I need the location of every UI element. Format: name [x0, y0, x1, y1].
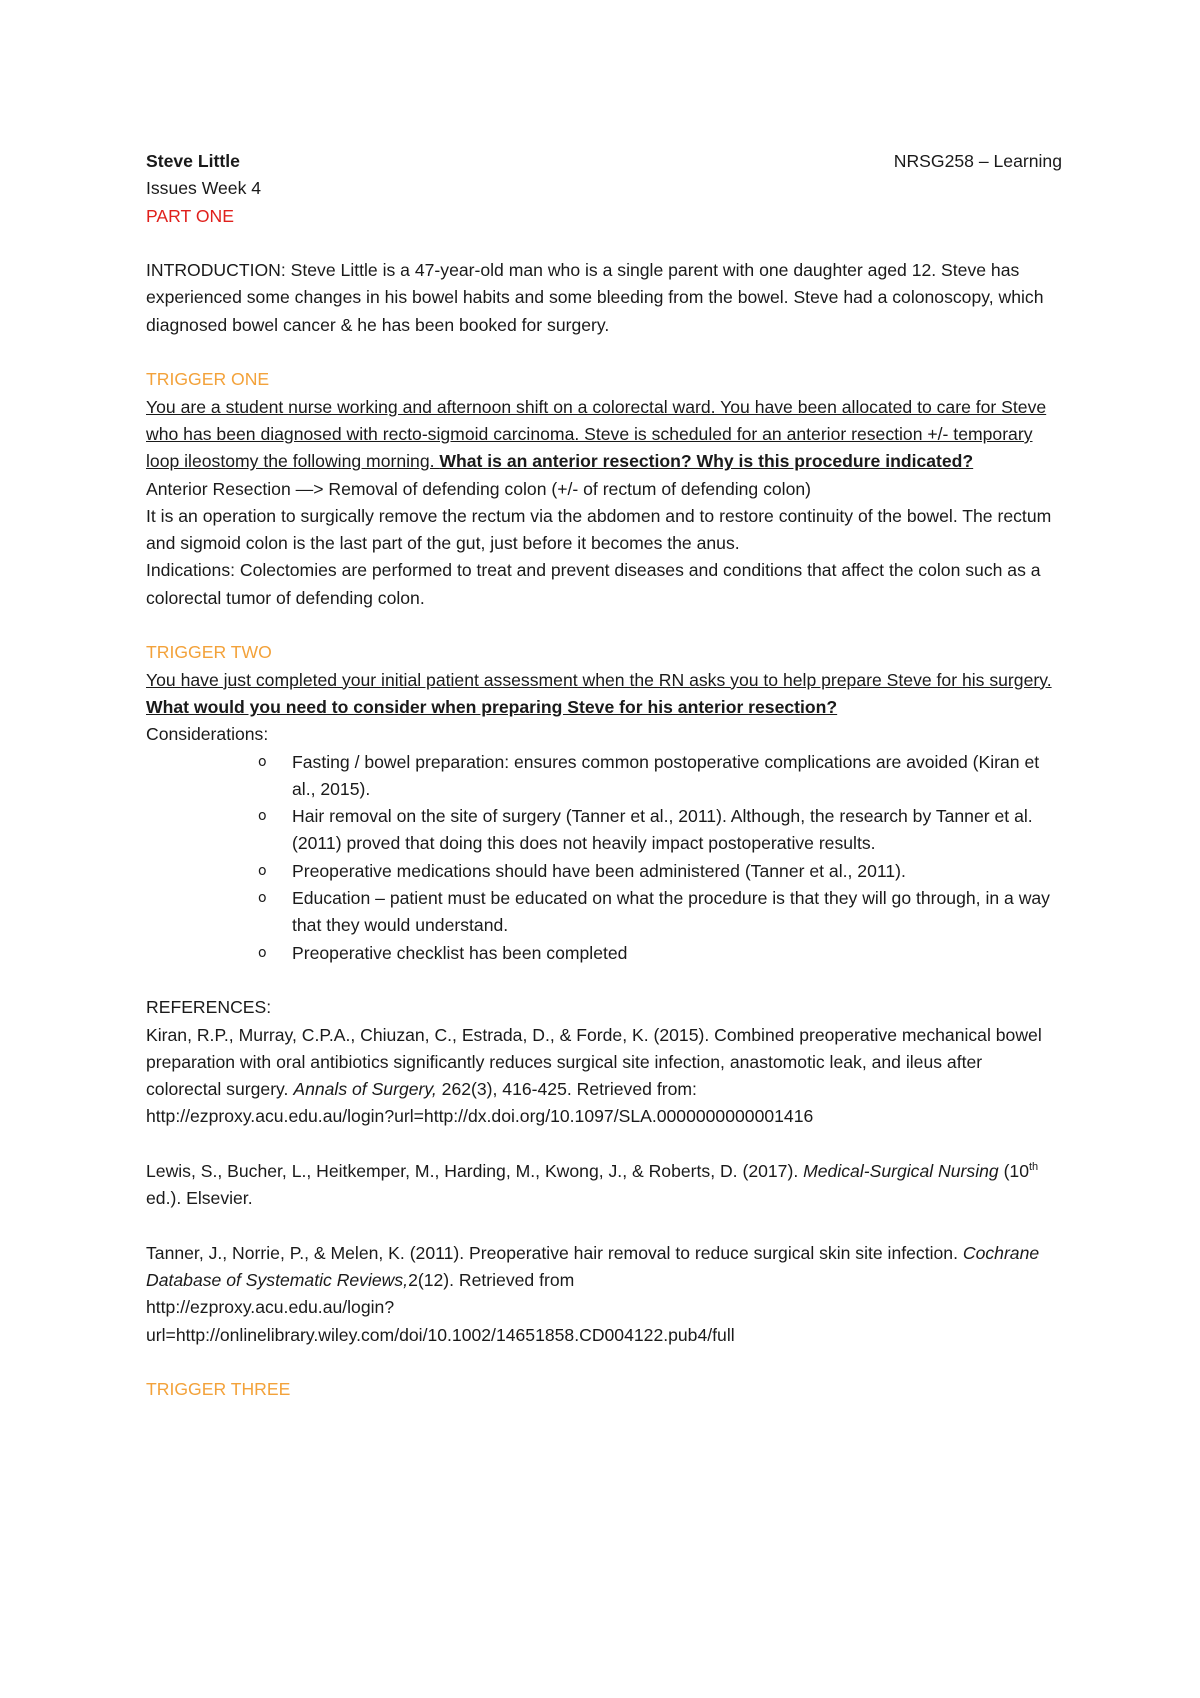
reference-tanner: Tanner, J., Norrie, P., & Melen, K. (2011). Preoperative hair removal to reduce surgical skin site infection. Cochrane Database of Systematic Reviews,2(12). Retrieved from: [146, 1242, 1040, 1291]
trigger-one-answer-3: Indications: Colectomies are performed to treat and prevent diseases and conditions that affect the colon such as a colorectal tumor of defending colon.: [146, 560, 1041, 608]
introduction: INTRODUCTION: Steve Little is a 47-year-old man who is a single parent with one daughter aged 12. Steve has experienced some changes in his bowel habits and some bleeding from the bowel. Steve had a colonoscopy, which diagnosed bowel cancer & he has been booked for surgery.: [146, 260, 1044, 335]
reference-kiran-url[interactable]: http://ezproxy.acu.edu.au/login?url=http://dx.doi.org/10.1097/SLA.0000000000001416: [146, 1106, 814, 1127]
bullet-icon: o: [258, 862, 267, 879]
trigger-three-heading: TRIGGER THREE: [146, 1379, 291, 1400]
considerations-label: Considerations:: [146, 724, 269, 745]
document-page: [146, 148, 1062, 1404]
subtitle: Issues Week 4: [146, 178, 262, 199]
trigger-one-prompt: You are a student nurse working and afternoon shift on a colorectal ward. You have been allocated to care for Steve who has been diagnosed with recto-sigmoid carcinoma. Steve is scheduled for an anterior resection +/- temporary loop ileostomy the following morning. What is an anterior resection? Why is this procedure indicated?: [146, 396, 1047, 472]
reference-lewis: Lewis, S., Bucher, L., Heitkemper, M., Harding, M., Kwong, J., & Roberts, D. (2017). Medical-Surgical Nursing (10th ed.). Elsevier.: [146, 1160, 1039, 1209]
reference-kiran-journal: Annals of Surgery,: [293, 1079, 437, 1100]
list-item: o Preoperative medications should have been administered (Tanner et al., 2011).: [146, 858, 1062, 885]
trigger-one-heading: TRIGGER ONE: [146, 369, 270, 390]
references-heading: REFERENCES:: [146, 997, 272, 1018]
reference-kiran: Kiran, R.P., Murray, C.P.A., Chiuzan, C., Estrada, D., & Forde, K. (2015). Combined preoperative mechanical bowel preparation with oral antibiotics significantly reduces surgical site infection, anastomotic leak, and ileus after colorectal surgery. Annals of Surgery, 262(3), 416-425. Retrieved from:: [146, 1024, 1042, 1100]
trigger-two-heading: TRIGGER TWO: [146, 642, 272, 663]
list-item: o Hair removal on the site of surgery (Tanner et al., 2011). Although, the research by Tanner et al. (2011) proved that doing this does not heavily impact postoperative results.: [146, 803, 1062, 858]
bullet-icon: o: [258, 890, 267, 907]
reference-tanner-url-2[interactable]: url=http://onlinelibrary.wiley.com/doi/10.1002/14651858.CD004122.pub4/full: [146, 1324, 735, 1345]
list-item: o Preoperative checklist has been completed: [146, 940, 1062, 967]
reference-tanner-url-1[interactable]: http://ezproxy.acu.edu.au/login?: [146, 1297, 395, 1318]
trigger-two-prompt: You have just completed your initial patient assessment when the RN asks you to help prepare Steve for his surgery. What would you need to consider when preparing Steve for his anterior resection?: [146, 669, 1052, 717]
student-name: Steve Little: [146, 151, 240, 171]
considerations-list: [146, 749, 1062, 967]
list-item: o Education – patient must be educated on what the procedure is that they will go through, in a way that they would understand.: [146, 885, 1062, 940]
header-row: [146, 148, 1062, 175]
course-code: NRSG258 – Learning: [893, 151, 1062, 171]
bullet-icon: o: [258, 808, 267, 825]
reference-tanner-journal: Cochrane Database of Systematic Reviews,: [146, 1242, 1040, 1291]
reference-lewis-title: Medical-Surgical Nursing: [803, 1160, 999, 1181]
bullet-icon: o: [258, 944, 267, 961]
part-heading: PART ONE: [146, 205, 234, 226]
list-item: o Fasting / bowel preparation: ensures common postoperative complications are avoided (Kiran et al., 2015).: [146, 749, 1062, 804]
trigger-two-question: What would you need to consider when preparing Steve for his anterior resection?: [146, 696, 838, 717]
trigger-one-question: What is an anterior resection? Why is this procedure indicated?: [439, 451, 974, 472]
trigger-one-answer-2: It is an operation to surgically remove the rectum via the abdomen and to restore continuity of the bowel. The rectum and sigmoid colon is the last part of the gut, just before it becomes the anus.: [146, 505, 1052, 554]
bullet-icon: o: [258, 753, 267, 770]
trigger-one-answer-1: Anterior Resection —> Removal of defending colon (+/- of rectum of defending colon): [146, 478, 812, 499]
